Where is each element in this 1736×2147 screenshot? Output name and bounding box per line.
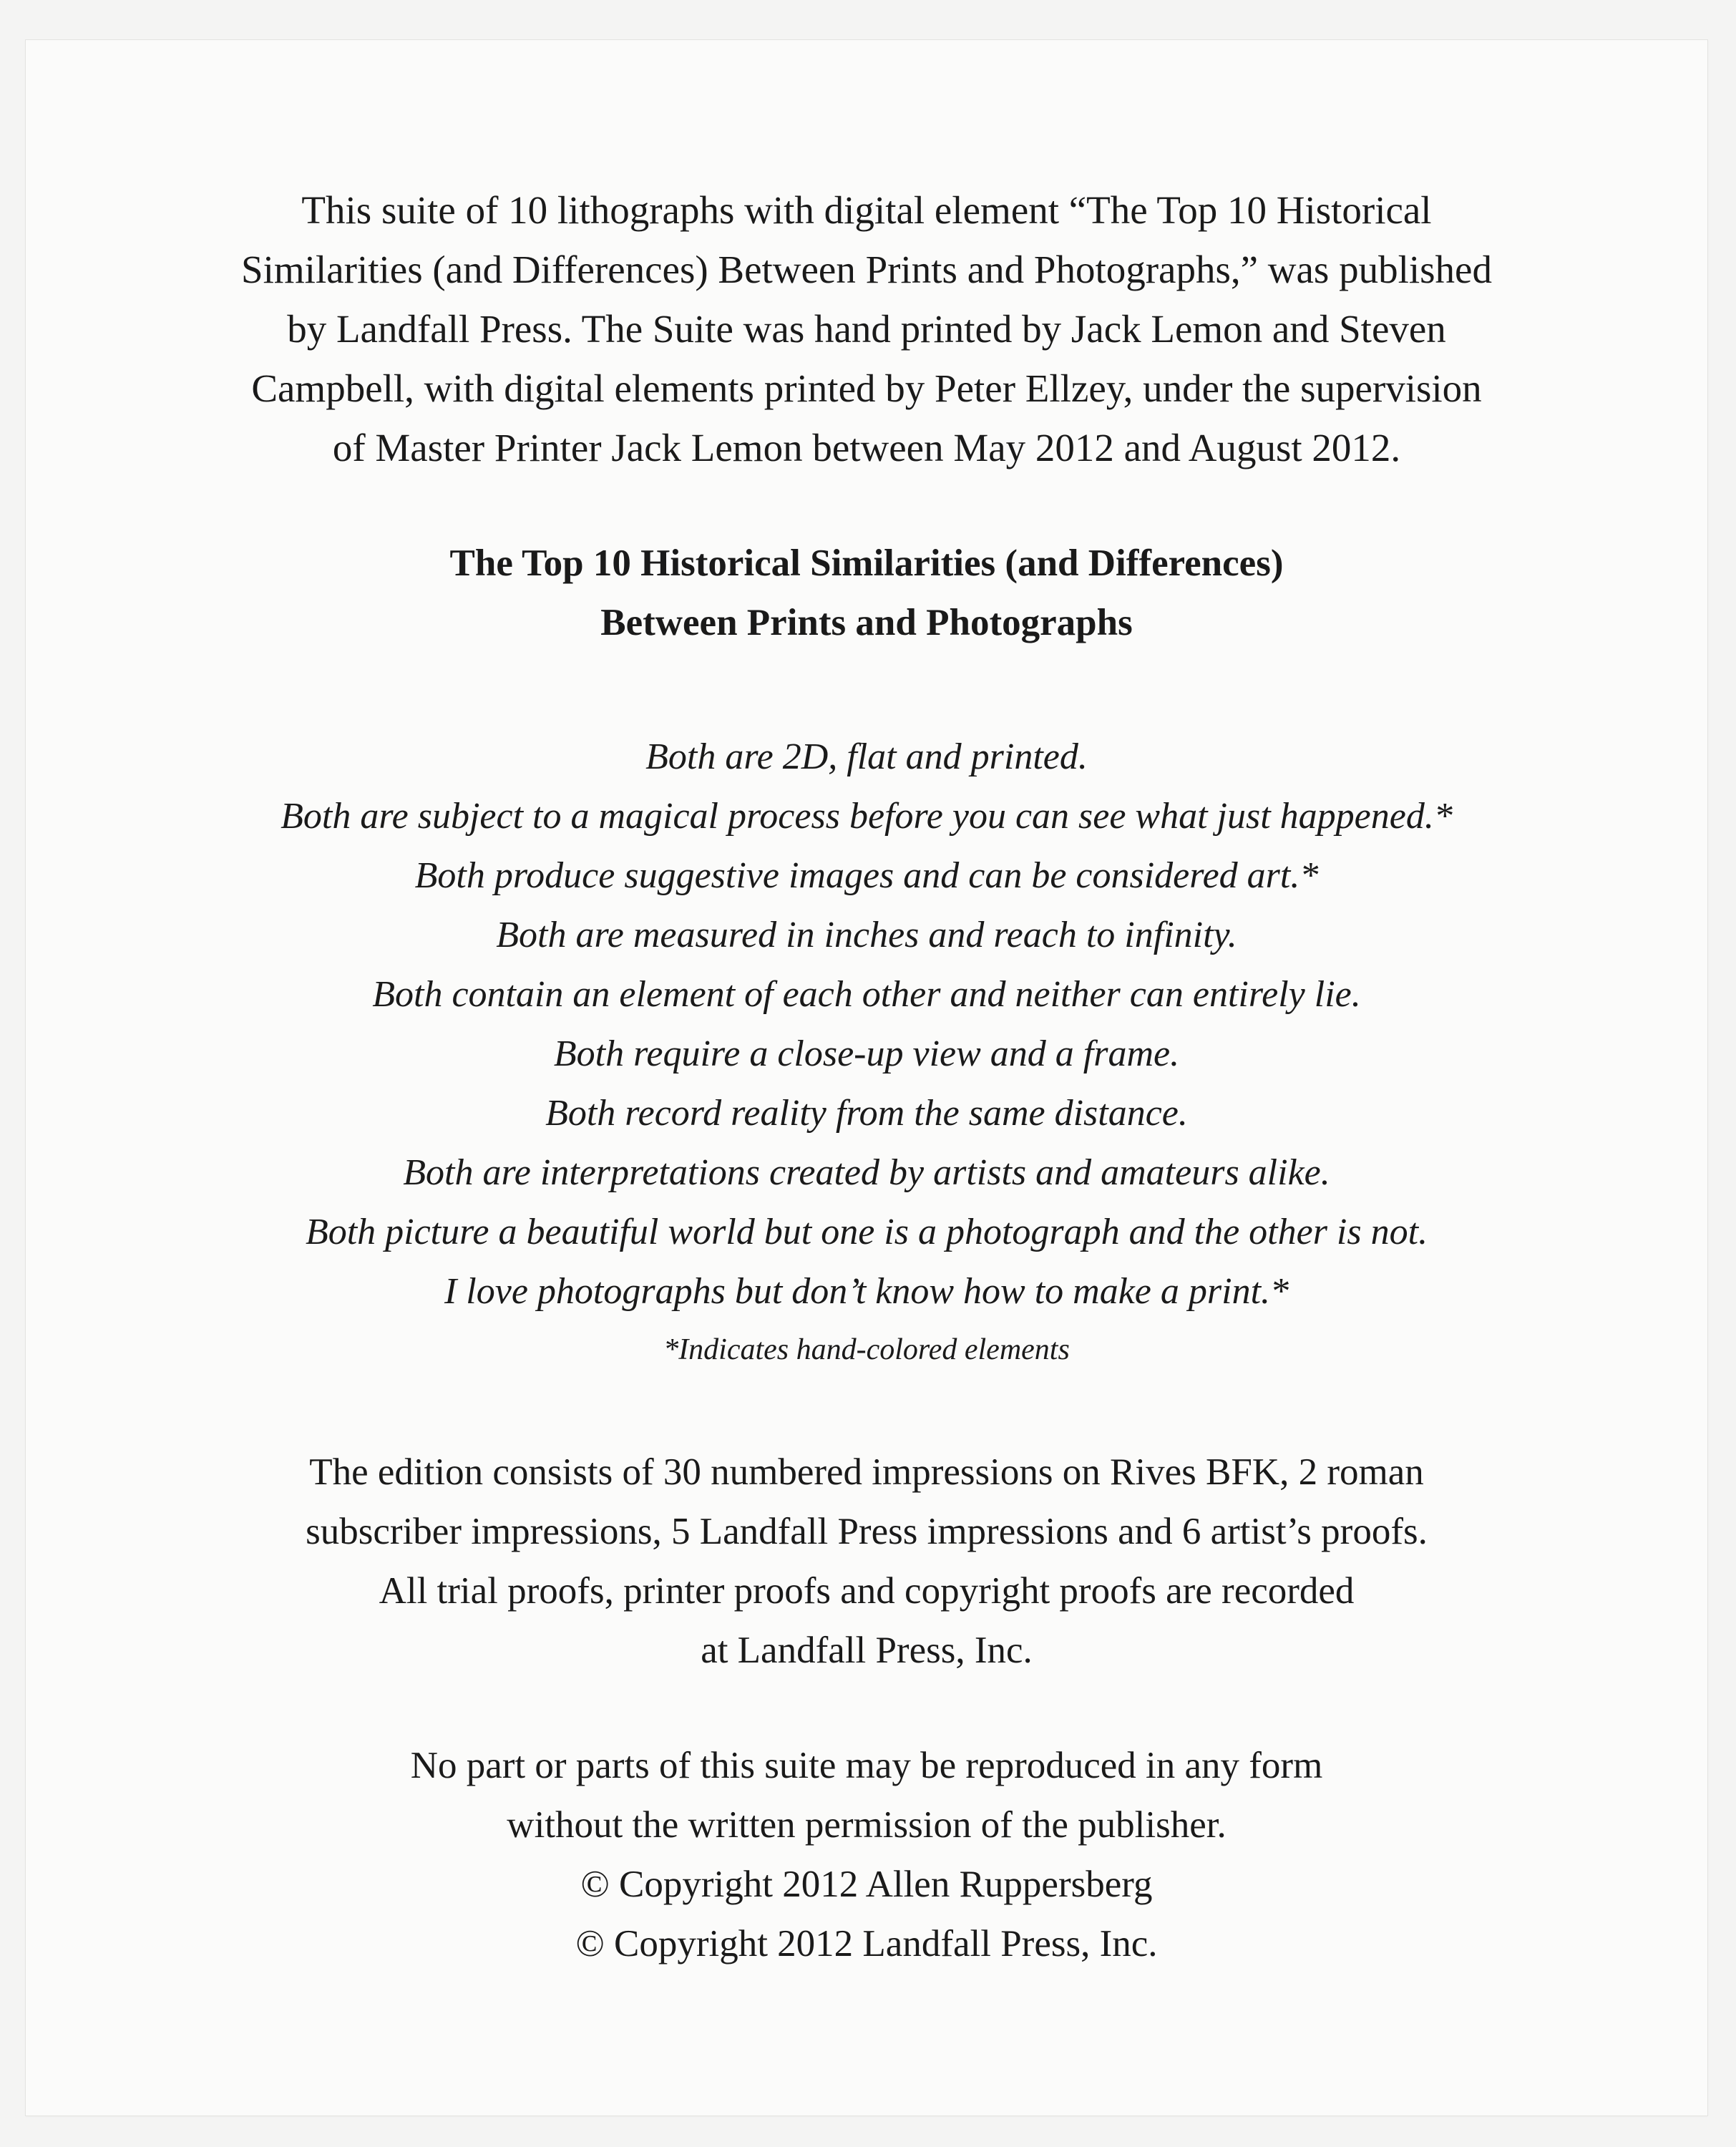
intro-line: by Landfall Press. The Suite was hand printed by Jack Lemon and Steven (287, 307, 1446, 351)
copyright-line: © Copyright 2012 Landfall Press, Inc. (575, 1923, 1158, 1965)
title-line: The Top 10 Historical Similarities (and Differences) (449, 542, 1284, 584)
publication-statement (26, 180, 1707, 477)
similarities-list (26, 727, 1707, 1321)
intro-line: Campbell, with digital elements printed by Peter Ellzey, under the supervision (251, 366, 1482, 410)
similarity-item: Both picture a beautiful world but one is a photograph and the other is not. (305, 1212, 1428, 1252)
copyright-line: © Copyright 2012 Allen Ruppersberg (580, 1864, 1153, 1905)
legal-line: without the written permission of the publisher. (507, 1804, 1227, 1846)
footnote-text: *Indicates hand-colored elements (663, 1333, 1070, 1366)
similarity-item: Both are 2D, flat and printed. (645, 736, 1088, 777)
similarity-item: Both are interpretations created by artists and amateurs alike. (403, 1152, 1330, 1193)
copyright-notice (26, 1736, 1707, 1974)
intro-line: of Master Printer Jack Lemon between May 2012 and August 2012. (332, 426, 1401, 469)
intro-line: This suite of 10 lithographs with digital element “The Top 10 Historical (301, 188, 1432, 232)
edition-line: The edition consists of 30 numbered impressions on Rives BFK, 2 roman (309, 1451, 1424, 1493)
similarity-item: Both produce suggestive images and can be considered art.* (414, 855, 1319, 896)
edition-line: All trial proofs, printer proofs and copyright proofs are recorded (379, 1570, 1355, 1612)
colophon-sheet (26, 40, 1707, 2116)
similarity-item: Both record reality from the same distance. (545, 1093, 1188, 1134)
intro-line: Similarities (and Differences) Between Prints and Photographs,” was published (241, 248, 1492, 291)
edition-line: subscriber impressions, 5 Landfall Press impressions and 6 artist’s proofs. (306, 1511, 1428, 1552)
similarity-item: Both require a close-up view and a frame. (553, 1033, 1180, 1074)
edition-line: at Landfall Press, Inc. (701, 1630, 1033, 1671)
similarity-item: Both contain an element of each other and neither can entirely lie. (372, 974, 1361, 1015)
edition-statement (26, 1443, 1707, 1680)
title-line: Between Prints and Photographs (600, 602, 1133, 643)
similarity-item: I love photographs but don’t know how to make a print.* (444, 1271, 1289, 1312)
legal-line: No part or parts of this suite may be reproduced in any form (410, 1745, 1323, 1786)
hand-colored-footnote (26, 1328, 1707, 1371)
suite-title (26, 534, 1707, 653)
similarity-item: Both are subject to a magical process before you can see what just happened.* (281, 796, 1453, 837)
similarity-item: Both are measured in inches and reach to infinity. (496, 915, 1237, 955)
